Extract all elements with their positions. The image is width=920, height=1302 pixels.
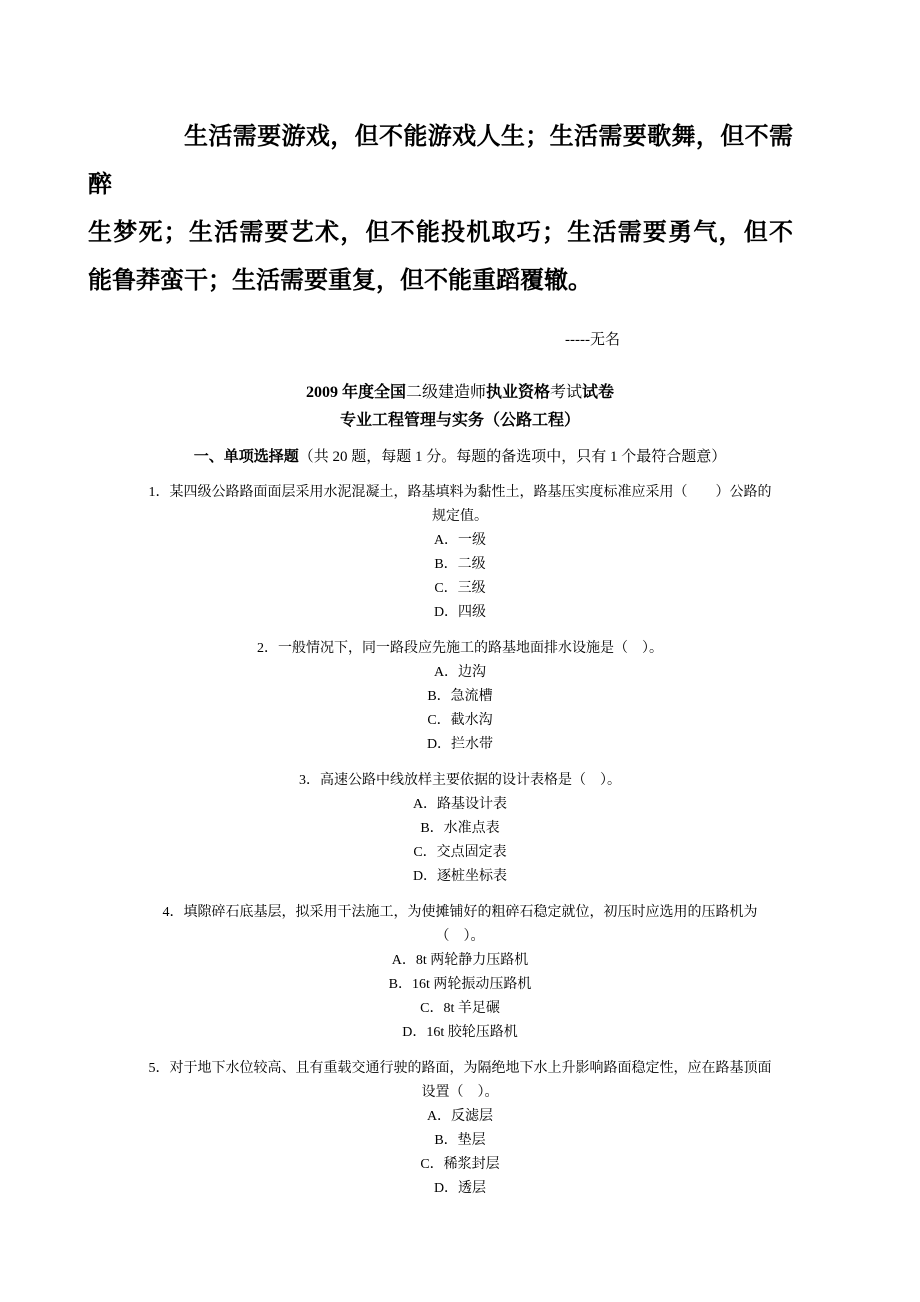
option-item: D．16t 胶轮压路机 (402, 1025, 518, 1040)
question-line: 2．一般情况下，同一路段应先施工的路基地面排水设施是（ ）。 (257, 641, 663, 656)
option-item: A．反滤层 (426, 1109, 494, 1124)
option-item: A．路基设计表 (412, 797, 508, 812)
option-item: C．截水沟 (427, 713, 493, 728)
section-heading (0, 445, 920, 469)
question-line: （ ）。 (435, 929, 485, 944)
option-item: C．交点固定表 (413, 845, 507, 860)
option-item: B．16t 两轮振动压路机 (388, 977, 532, 992)
option-item: B．垫层 (434, 1133, 486, 1148)
section-note: （共 20 题，每题 1 分。每题的备选项中，只有 1 个最符合题意） (298, 449, 727, 465)
quote-line: 能鲁莽蛮干；生活需要重复，但不能重蹈覆辙。 (88, 268, 592, 294)
exam-subtitle: 专业工程管理与实务（公路工程） (339, 412, 580, 429)
exam-title-part: 执业资格 (485, 384, 550, 401)
question-line: 设置（ ）。 (421, 1085, 499, 1100)
exam-title-part: 二级建造师 (405, 384, 486, 401)
option-item: D．拦水带 (426, 737, 494, 752)
option-item: A．8t 两轮静力压路机 (391, 953, 529, 968)
option-item: A．边沟 (433, 665, 487, 680)
question-line: 5．对于地下水位较高、且有重载交通行驶的路面，为隔绝地下水上升影响路面稳定性，应在路基顶面 (148, 1061, 772, 1076)
option-item: C．三级 (434, 581, 486, 596)
option-item: C．8t 羊足碾 (420, 1001, 500, 1016)
option-item: B．水准点表 (420, 821, 500, 836)
option-item: D．四级 (433, 605, 487, 620)
question-line: 4．填隙碎石底基层，拟采用干法施工，为使摊铺好的粗碎石稳定就位，初压时应选用的压路机为 (162, 905, 758, 920)
quote-line: 生梦死；生活需要艺术，但不能投机取巧；生活需要勇气，但不 (88, 220, 793, 246)
quote-paragraph (88, 113, 793, 305)
option-item: A．一级 (433, 533, 487, 548)
quote-line: 生活需要游戏，但不能游戏人生；生活需要歌舞，但不需醉 (88, 124, 793, 198)
question-block (120, 481, 800, 625)
option-item: B．急流槽 (427, 689, 493, 704)
section-label: 一、单项选择题 (193, 449, 299, 465)
questions-list (120, 481, 800, 1201)
question-line: 规定值。 (432, 509, 488, 524)
option-item: D．逐桩坐标表 (412, 869, 508, 884)
exam-title-part: 2009 年度全国 (305, 384, 406, 401)
question-block (120, 637, 800, 757)
exam-title (0, 381, 920, 405)
question-block (120, 901, 800, 1045)
quote-attribution: -----无名 (565, 332, 620, 348)
option-item: B．二级 (434, 557, 486, 572)
exam-title-part: 考试 (550, 384, 583, 401)
question-block (120, 769, 800, 889)
question-line: 3．高速公路中线放样主要依据的设计表格是（ ）。 (299, 773, 621, 788)
exam-title-part: 试卷 (582, 384, 615, 401)
option-item: D．透层 (433, 1181, 487, 1196)
question-line: 1．某四级公路路面面层采用水泥混凝土，路基填料为黏性土，路基压实度标准应采用（ ）公路的 (148, 485, 772, 500)
option-item: C．稀浆封层 (420, 1157, 500, 1172)
question-block (120, 1057, 800, 1201)
